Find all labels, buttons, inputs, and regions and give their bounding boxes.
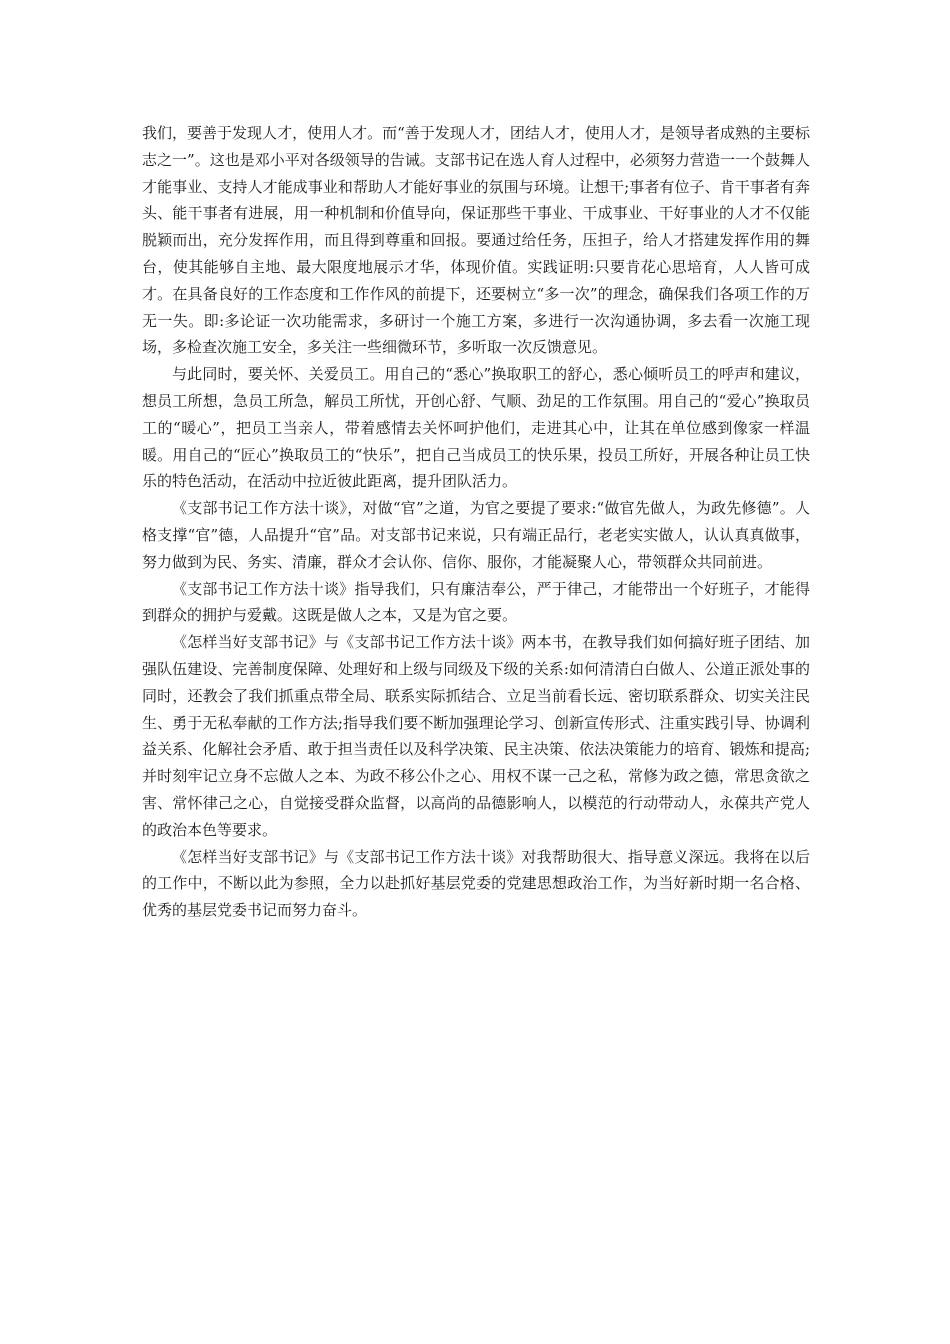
paragraph-two-books: 《怎样当好支部书记》与《支部书记工作方法十谈》两本书，在教导我们如何搞好班子团结、加强队伍建设、完善制度保障、处理好和上级与同级及下级的关系:如何清清白白做人、公道正派处事的同时，还教会了我们抓重点带全局、联系实际抓结合、立足当前看长远、密切联系群众、切实关注民生、勇于无私奉献的工作方法;指导我们要不断加强理论学习、创新宣传形式、注重实践引导、协调利益关系、化解社会矛盾、敢于担当责任以及科学决策、民主决策、依法决策能力的培育、锻炼和提高;并时刻牢记立身不忘做人之本、为政不移公仆之心、用权不谋一己之私，常修为政之德，常思贪欲之害、常怀律己之心，自觉接受群众监督，以高尚的品德影响人，以模范的行动带动人，永葆共产党人的政治本色等要求。 [142, 633, 810, 839]
paragraph-conclusion: 《怎样当好支部书记》与《支部书记工作方法十谈》对我帮助很大、指导意义深远。我将在以后的工作中，不断以此为参照，全力以赴抓好基层党委的党建思想政治工作，为当好新时期一名合格、优秀的基层党委书记而努力奋斗。 [142, 847, 810, 920]
paragraph-care-employees: 与此同时，要关怀、关爱员工。用自己的“悉心”换取职工的舒心，悉心倾听员工的呼声和建议，想员工所想，急员工所急，解员工所忧，开创心舒、气顺、劲足的工作氛围。用自己的“爱心”换取员工的“暖心”，把员工当亲人，带着感情去关怀呵护他们，走进其心中，让其在单位感到像家一样温暖。用自己的“匠心”换取员工的“快乐”，把自己当成员工的快乐果，投员工所好，开展各种让员工快乐的特色活动，在活动中拉近彼此距离，提升团队活力。 [142, 365, 810, 491]
paragraph-conduct: 《支部书记工作方法十谈》，对做“官”之道，为官之要提了要求:“做官先做人，为政先修德”。人格支撑“官”德，人品提升“官”品。对支部书记来说，只有端正品行，老老实实做人，认认真真做事，努力做到为民、务实、清廉，群众才会认你、信你、服你，才能凝聚人心，带领群众共同前进。 [142, 499, 810, 571]
paragraph-talent: 我们，要善于发现人才，使用人才。而“善于发现人才，团结人才，使用人才，是领导者成熟的主要标志之一”。这也是邓小平对各级领导的告诫。支部书记在选人育人过程中，必须努力营造一一个鼓舞人才能事业、支持人才能成事业和帮助人才能好事业的氛围与环境。让想干;事者有位子、肯干事者有奔头、能干事者有进展，用一种机制和价值导向，保证那些干事业、干成事业、干好事业的人才不仅能脱颖而出，充分发挥作用，而且得到尊重和回报。要通过给任务，压担子，给人才搭建发挥作用的舞台，使其能够自主地、最大限度地展示才华，体现价值。实践证明:只要肯花心思培育，人人皆可成才。在具备良好的工作态度和工作作风的前提下，还要树立“多一次”的理念，确保我们各项工作的万无一失。即:多论证一次功能需求，多研讨一个施工方案，多进行一次沟通协调，多去看一次施工现场，多检查次施工安全，多关注一些细微环节，多听取一次反馈意见。 [142, 124, 810, 357]
document-body [142, 120, 810, 924]
paragraph-integrity: 《支部书记工作方法十谈》指导我们，只有廉洁奉公，严于律己，才能带出一个好班子，才能得到群众的拥护与爱戴。这既是做人之本，又是为官之要。 [142, 579, 810, 625]
